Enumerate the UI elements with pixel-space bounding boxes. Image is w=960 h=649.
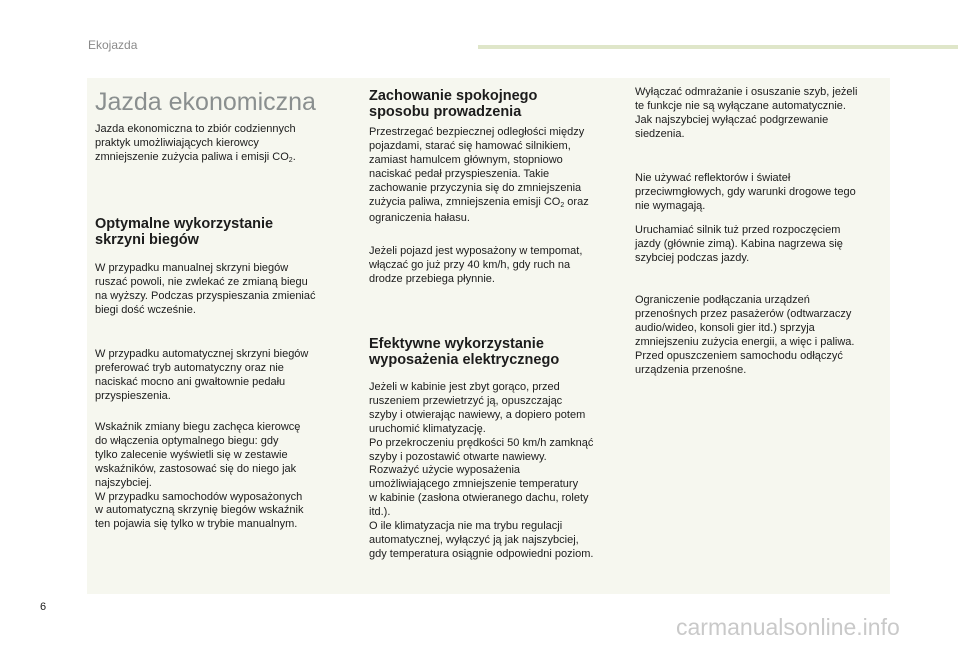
section-heading-electrical xyxy=(369,336,559,368)
text-line: Przed opuszczeniem samochodu odłączyć xyxy=(635,349,843,362)
col3-paragraph-4 xyxy=(635,294,854,377)
text-line: szyby i otwierając nawiewy, a dopiero potem xyxy=(369,408,586,421)
section-label: Ekojazda xyxy=(88,38,138,52)
text-line: naciskać mocno ani gwałtownie pedału xyxy=(95,375,286,388)
page-title: Jazda ekonomiczna xyxy=(95,88,316,116)
text-line: zachowanie przyczynia się do zmniejszenia xyxy=(369,181,582,194)
text-line: praktyk umożliwiających kierowcy xyxy=(95,136,259,149)
col3-paragraph-2 xyxy=(635,172,856,214)
calm-paragraph-1 xyxy=(369,126,589,226)
text-line: W przypadku manualnej skrzyni biegów xyxy=(95,262,289,274)
gearbox-paragraph-3 xyxy=(95,421,303,532)
text-line: biegi dość wcześnie. xyxy=(95,303,196,316)
text-line: W przypadku samochodów wyposażonych xyxy=(95,490,303,503)
watermark: carmanualsonline.info xyxy=(676,614,900,640)
text-line: przyspieszenia. xyxy=(95,389,171,402)
text-line: na wyższy. Podczas przyspieszania zmieniać xyxy=(95,289,316,302)
text-line: automatycznej, wyłączyć ją jak najszybciej, xyxy=(369,533,579,546)
subscript: 2 xyxy=(560,201,565,209)
text-line: Wskaźnik zmiany biegu zachęca kierowcę xyxy=(95,421,301,433)
text-line: urządzenia przenośne. xyxy=(635,363,747,376)
electrical-paragraph-1 xyxy=(369,381,593,562)
gearbox-paragraph-2 xyxy=(95,348,308,404)
text-line: Jeżeli w kabinie jest zbyt gorąco, przed xyxy=(369,381,560,393)
text-line: te funkcje nie są wyłączane automatycznie. xyxy=(635,99,846,112)
text-line: Jazda ekonomiczna to zbiór codziennych xyxy=(95,123,296,135)
text-line: w kabinie (zasłona otwieranego dachu, rolety xyxy=(369,492,589,505)
page-number: 6 xyxy=(40,601,47,613)
text-line: itd.). xyxy=(369,506,391,519)
text-line: szybciej podczas jazdy. xyxy=(635,251,750,264)
text-line: do włączenia optymalnego biegu: gdy xyxy=(95,434,279,447)
col3-paragraph-3 xyxy=(635,224,843,266)
text-line xyxy=(95,151,296,168)
text-line: Rozważyć użycie wyposażenia xyxy=(369,464,521,477)
text-line: ten pojawia się tylko w trybie manualnym. xyxy=(95,518,298,531)
subscript: 2 xyxy=(288,156,293,164)
text-line: przeciwmgłowych, gdy warunki drogowe tego xyxy=(635,185,856,198)
text-line: Przestrzegać bezpiecznej odległości między xyxy=(369,126,585,138)
text-line: Nie używać reflektorów i świateł xyxy=(635,172,791,184)
heading-line: Zachowanie spokojnego xyxy=(369,88,538,104)
text-line: ruszeniem przewietrzyć ją, opuszczając xyxy=(369,394,563,407)
text-line: gdy temperatura osiągnie odpowiedni poziom. xyxy=(369,547,594,560)
text-line: pojazdami, starać się hamować silnikiem, xyxy=(369,139,571,152)
text-segment: oraz xyxy=(564,195,589,208)
gearbox-paragraph-1 xyxy=(95,262,316,318)
text-line: preferować tryb automatyczny oraz nie xyxy=(95,361,284,374)
section-heading-calm-driving xyxy=(369,88,537,120)
text-line: tylko zalecenie wyświetli się w zestawie xyxy=(95,448,288,461)
text-line: ograniczenia hałasu. xyxy=(369,212,470,225)
intro-paragraph xyxy=(95,123,296,168)
col3-paragraph-1 xyxy=(635,86,857,142)
text-line: siedzenia. xyxy=(635,127,685,140)
heading-line: Efektywne wykorzystanie xyxy=(369,336,544,352)
text-line: zmniejszeniu zużycia energii, a więc i paliwa. xyxy=(635,335,855,348)
text-line: najszybciej. xyxy=(95,476,152,489)
text-line: Uruchamiać silnik tuż przed rozpoczęciem xyxy=(635,224,841,236)
heading-line: Optymalne wykorzystanie xyxy=(95,216,274,232)
text-line: wskaźników, zastosować się do niego jak xyxy=(95,462,297,475)
text-line xyxy=(369,196,589,213)
text-line: Po przekroczeniu prędkości 50 km/h zamknąć xyxy=(369,436,594,449)
text-line: audio/wideo, konsoli gier itd.) sprzyja xyxy=(635,321,815,334)
section-heading-gearbox xyxy=(95,216,273,248)
heading-line: wyposażenia elektrycznego xyxy=(369,352,560,368)
text-line: w automatyczną skrzynię biegów wskaźnik xyxy=(95,504,304,517)
heading-line: skrzyni biegów xyxy=(95,232,199,248)
text-line: nie wymagają. xyxy=(635,199,706,212)
text-line: Ograniczenie podłączania urządzeń xyxy=(635,294,810,306)
text-segment: zmniejszenie zużycia paliwa i emisji CO xyxy=(95,150,289,163)
header-rule xyxy=(478,45,958,49)
text-line: zamiast hamulcem głównym, stopniowo xyxy=(369,153,563,166)
text-line: O ile klimatyzacja nie ma trybu regulacji xyxy=(369,520,563,533)
text-line: Jeżeli pojazd jest wyposażony w tempomat, xyxy=(369,245,583,257)
text-line: włączać go już przy 40 km/h, gdy ruch na xyxy=(369,258,571,271)
text-line: uruchomić klimatyzację. xyxy=(369,422,486,435)
content-panel xyxy=(87,78,890,594)
heading-line: sposobu prowadzenia xyxy=(369,104,522,120)
calm-paragraph-2 xyxy=(369,245,582,287)
text-line: W przypadku automatycznej skrzyni biegów xyxy=(95,348,309,360)
text-line: umożliwiającego zmniejszenie temperatury xyxy=(369,478,579,491)
text-line: naciskać pedał przyspieszenia. Takie xyxy=(369,167,550,180)
text-segment: . xyxy=(292,150,296,163)
text-line: Jak najszybciej wyłączać podgrzewanie xyxy=(635,113,829,126)
text-line: jazdy (głównie zimą). Kabina nagrzewa się xyxy=(635,237,843,250)
text-line: Wyłączać odmrażanie i osuszanie szyb, jeżeli xyxy=(635,86,858,98)
text-line: szyby i pozostawić otwarte nawiewy. xyxy=(369,450,547,463)
text-line: ruszać powoli, nie zwlekać ze zmianą biegu xyxy=(95,275,308,288)
text-segment: zużycia paliwa, zmniejszenia emisji CO xyxy=(369,195,561,208)
text-line: drodze przebiega płynnie. xyxy=(369,272,495,285)
text-line: przenośnych przez pasażerów (odtwarzaczy xyxy=(635,307,852,320)
